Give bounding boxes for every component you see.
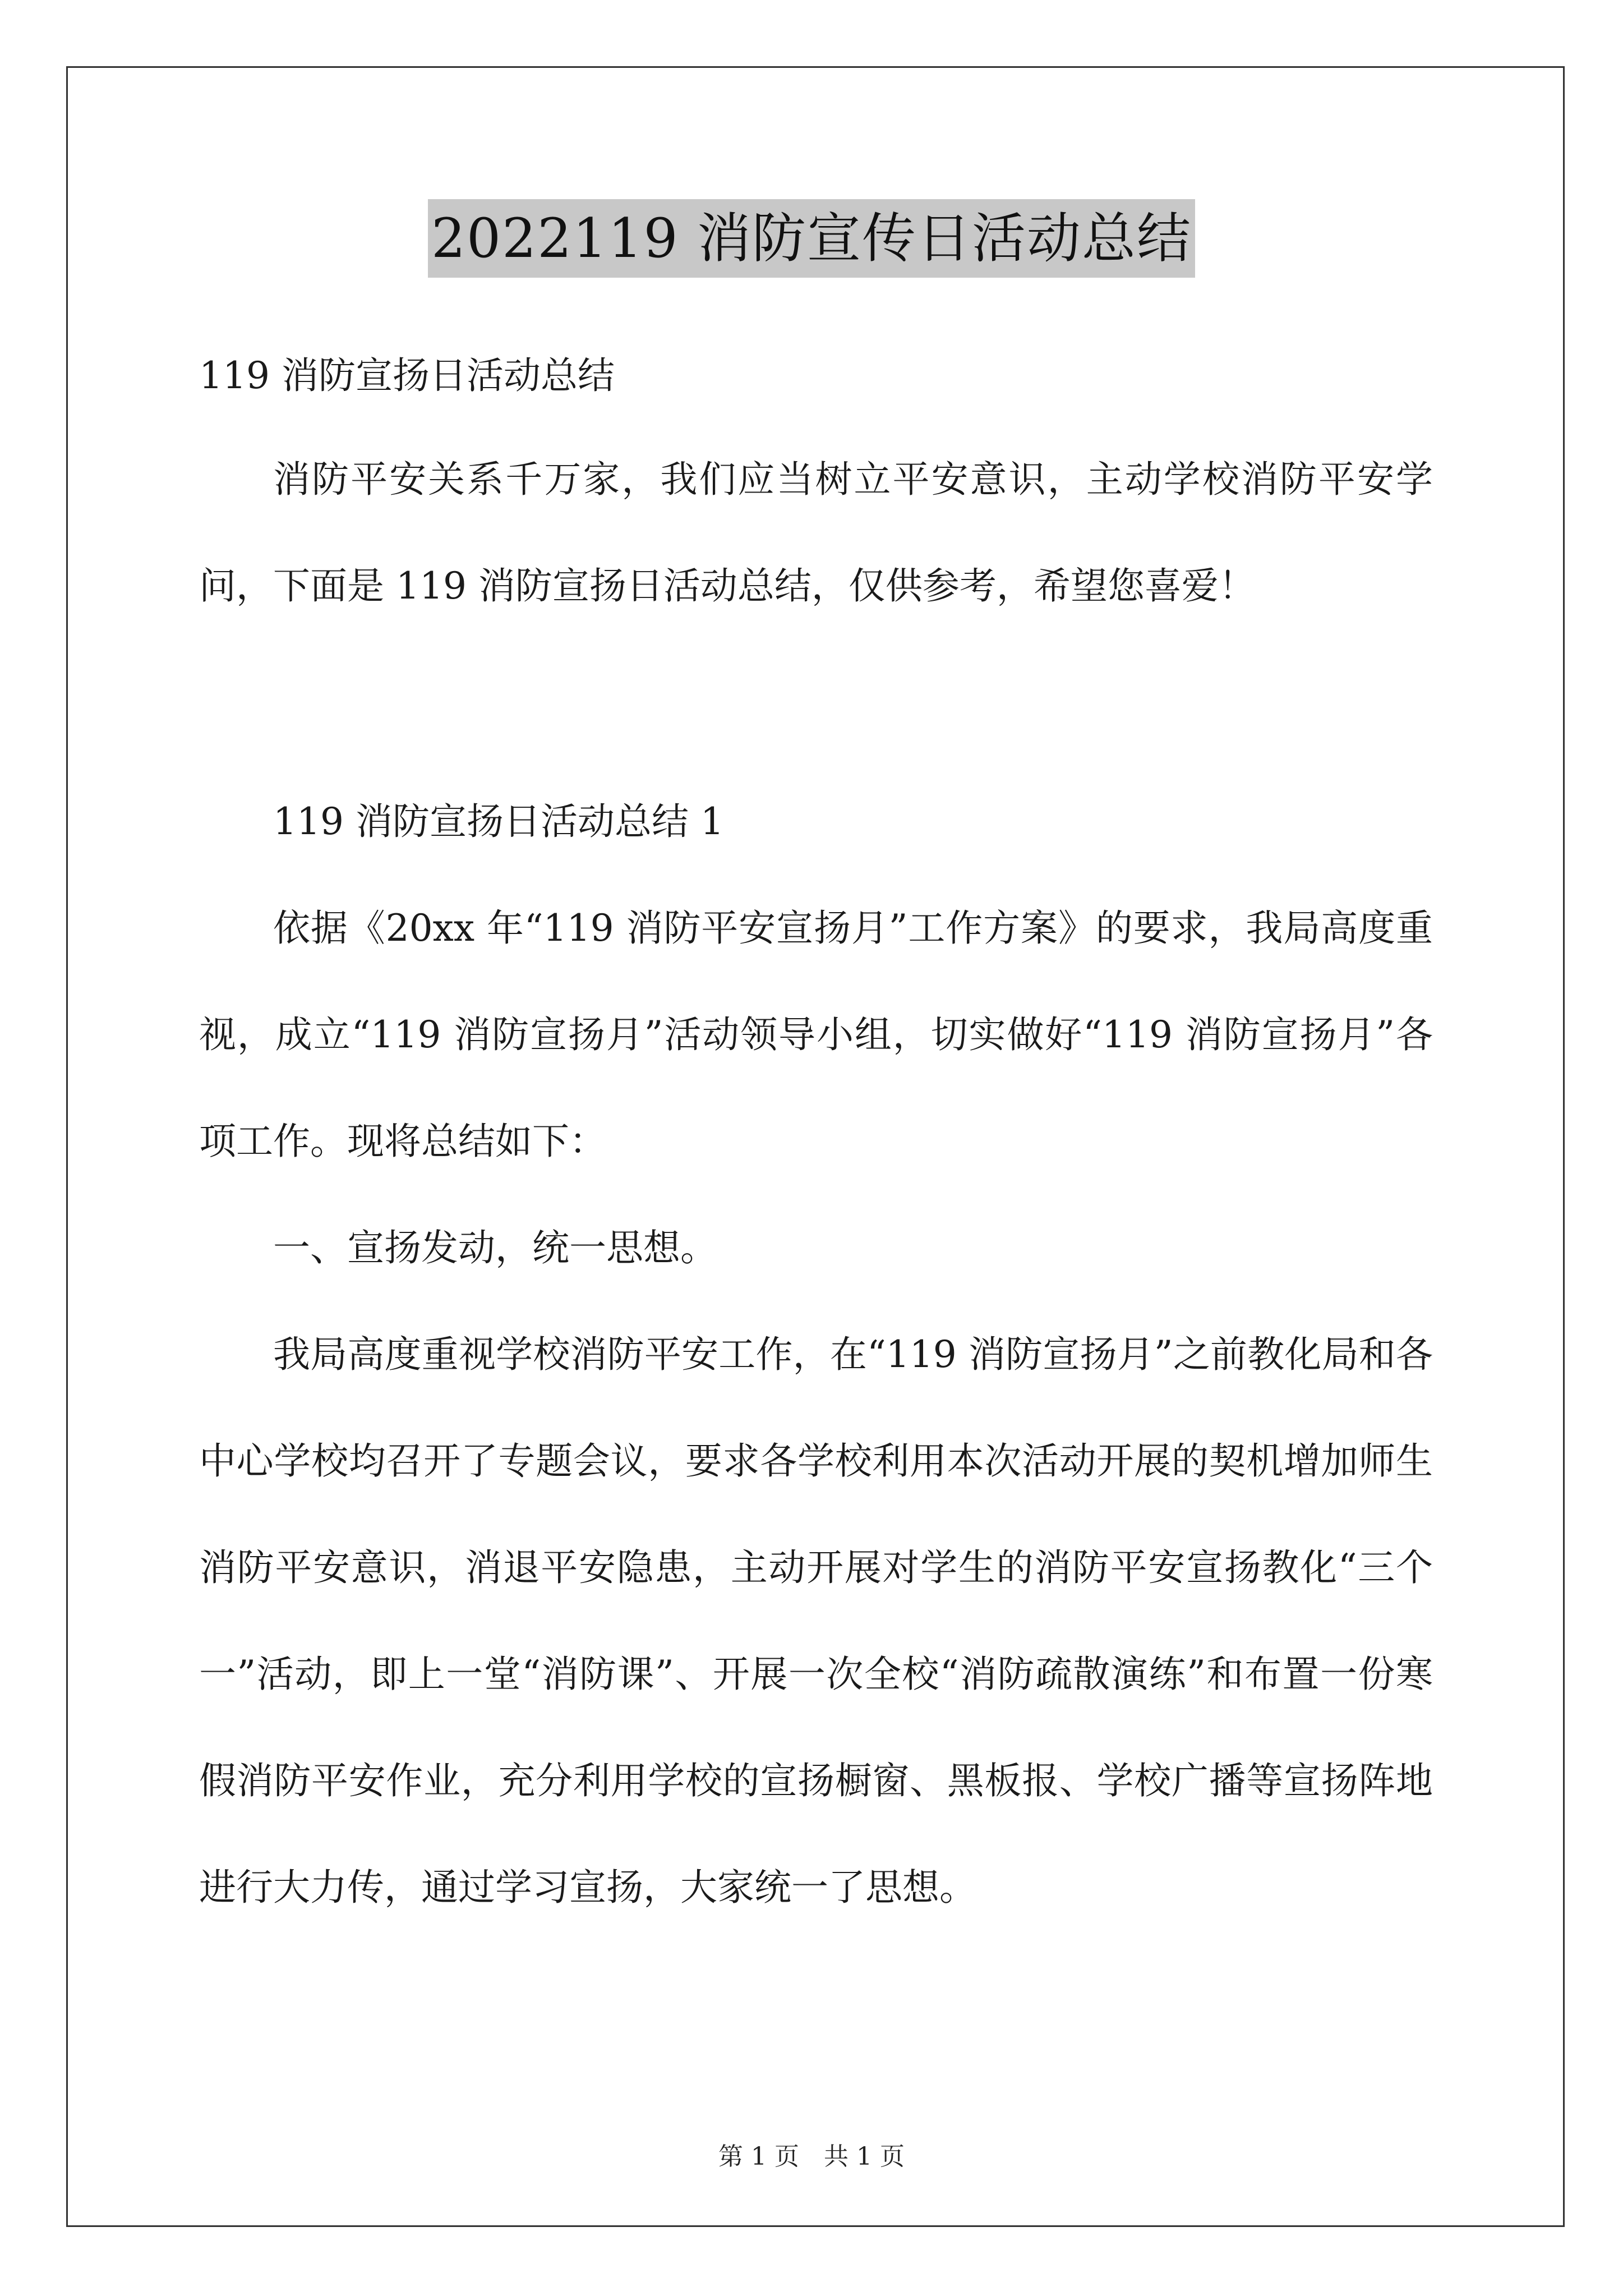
intro-block [199,426,1433,639]
body-subheading: 一、宣扬发动，统一思想。 [273,1226,717,1269]
title-container [0,199,1623,278]
main-body [199,769,1433,1941]
body-paragraph: 依据《20xx 年“119 消防平安宣扬月”工作方案》的要求，我局高度重视，成立“119 消防宣扬月”活动领导小组，切实做好“119 消防宣扬月”各项工作。现将总结如下： [199,907,1433,1163]
document-subtitle: 119 消防宣扬日活动总结 [199,354,615,397]
section-title: 119 消防宣扬日活动总结 1 [273,800,724,843]
body-paragraph: 我局高度重视学校消防平安工作，在“119 消防宣扬月”之前教化局和各中心学校均召开了专题会议，要求各学校利用本次活动开展的契机增加师生消防平安意识，消退平安隐患，主动开展对学生的消防平安宣扬教化“三个一”活动，即上一堂“消防课”、开展一次全校“消防疏散演练”和布置一份寒假消防平安作业，充分利用学校的宣扬橱窗、黑板报、学校广播等宣扬阵地进行大力传，通过学习宣扬，大家统一了思想。 [199,1333,1433,1909]
page-footer: 第 1 页 共 1 页 [718,2142,905,2171]
document-title: 2022119 消防宣传日活动总结 [428,199,1195,278]
intro-paragraph: 消防平安关系千万家，我们应当树立平安意识，主动学校消防平安学问，下面是 119 消防宣扬日活动总结，仅供参考，希望您喜爱！ [199,458,1433,608]
